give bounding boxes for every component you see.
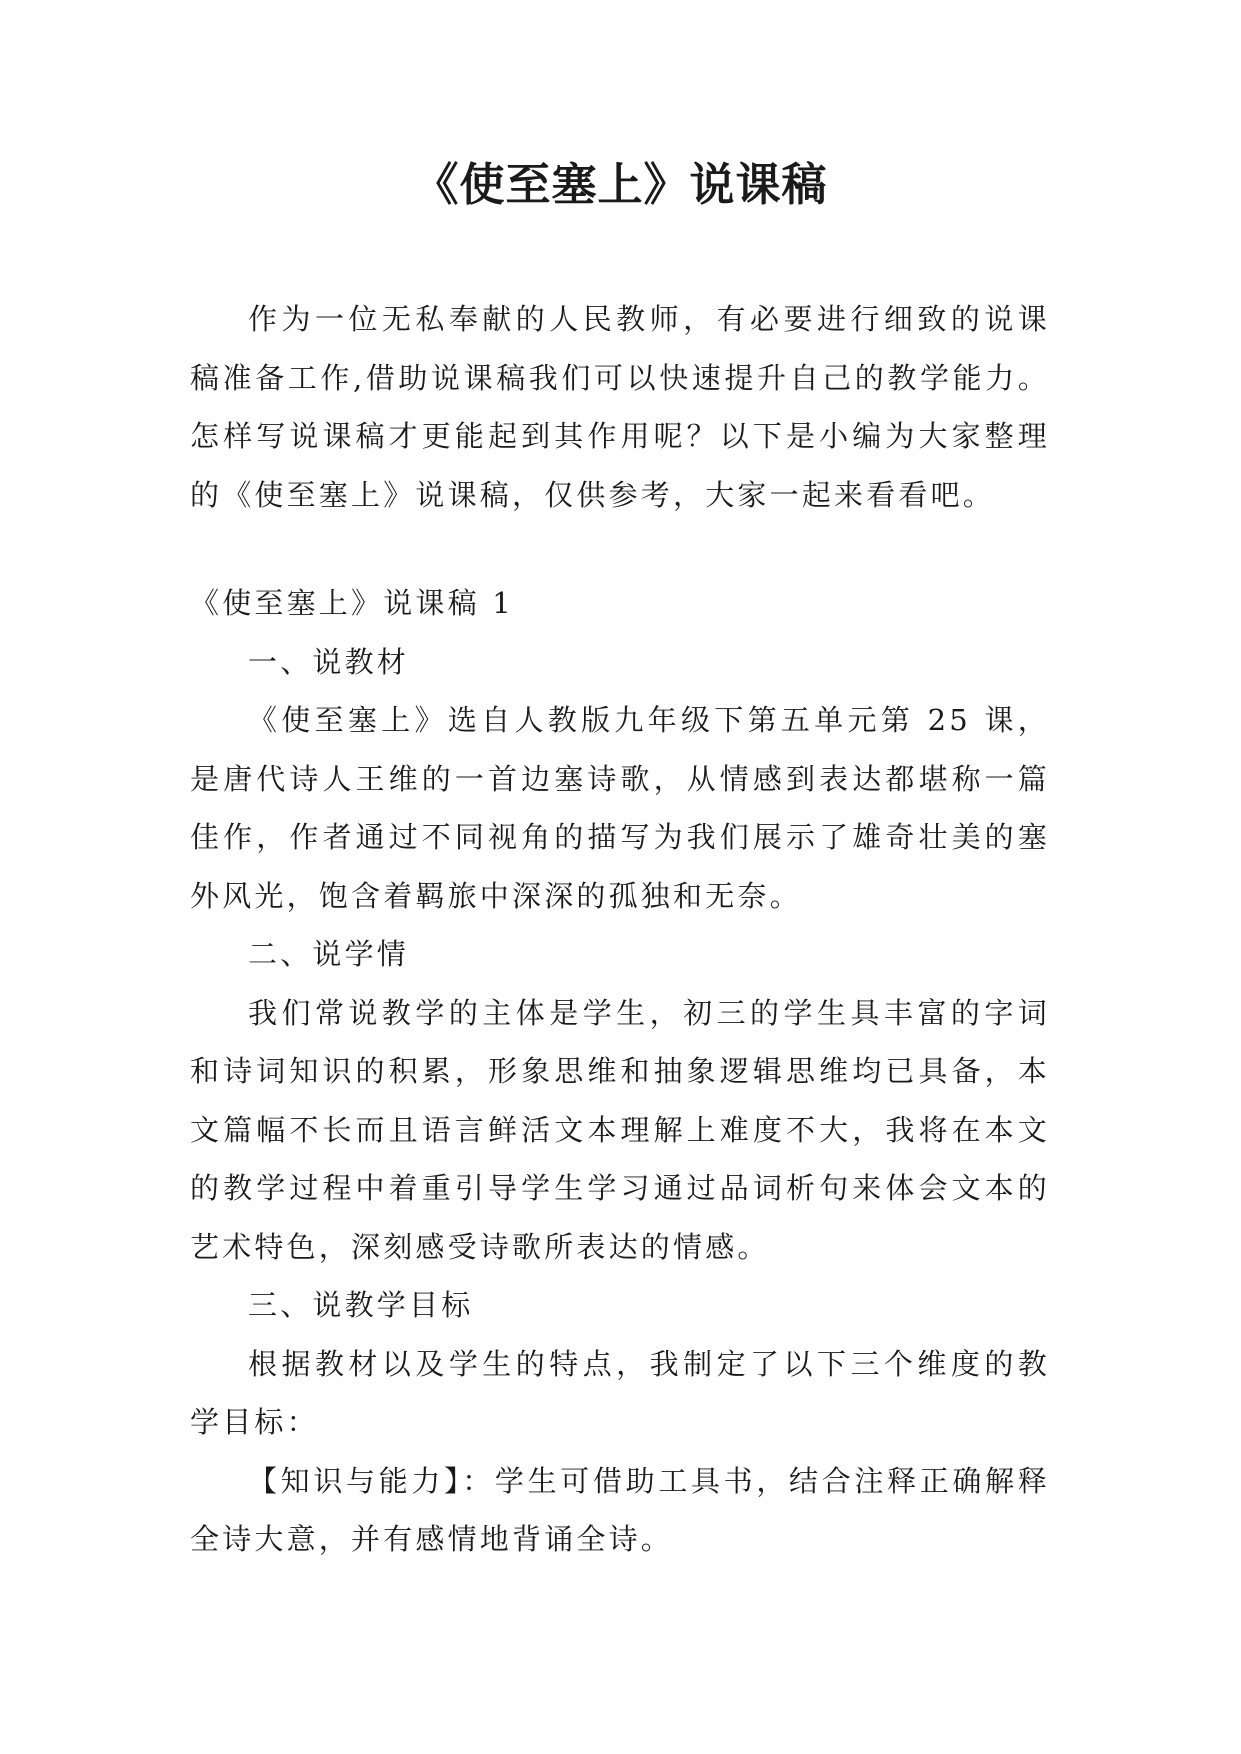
- heading-teaching-goals: 三、说教学目标: [248, 1288, 474, 1322]
- knowledge-ability-text: ：学生可借助工具书，结合注释正确解释全诗大意，并有感情地背诵全诗。: [190, 1463, 1050, 1556]
- paragraph-student-analysis: 我们常说教学的主体是学生，初三的学生具丰富的字词和诗词知识的积累，形象思维和抽象逻辑思维均已具备，本文篇幅不长而且语言鲜活文本理解上难度不大，我将在本文的教学过程中着重引导学生学习通过品词析句来体会文本的艺术特色，深刻感受诗歌所表达的情感。: [190, 995, 1050, 1264]
- spacer: [190, 524, 1050, 574]
- paragraph-teaching-goals: 根据教材以及学生的特点，我制定了以下三个维度的教学目标：: [190, 1346, 1050, 1439]
- heading-student-analysis: 二、说学情: [248, 937, 410, 971]
- paragraph-knowledge-ability: [190, 1452, 1050, 1569]
- document-body: [190, 290, 1050, 1569]
- paragraph-teaching-material: 《使至塞上》选自人教版九年级下第五单元第 25 课，是唐代诗人王维的一首边塞诗歌，从情感到表达都堪称一篇佳作，作者通过不同视角的描写为我们展示了雄奇壮美的塞外风光，饱含着羁旅中深深的孤独和无奈。: [190, 703, 1050, 913]
- document-title: 《使至塞上》说课稿: [413, 158, 828, 211]
- heading-teaching-material: 一、说教材: [248, 644, 410, 679]
- section-title: 《使至塞上》说课稿 1: [190, 586, 514, 620]
- knowledge-ability-label: 【知识与能力】: [248, 1463, 463, 1498]
- intro-paragraph: 作为一位无私奉献的人民教师，有必要进行细致的说课稿准备工作,借助说课稿我们可以快速提升自己的教学能力。怎样写说课稿才更能起到其作用呢？以下是小编为大家整理的《使至塞上》说课稿，仅供参考，大家一起来看看吧。: [190, 302, 1050, 512]
